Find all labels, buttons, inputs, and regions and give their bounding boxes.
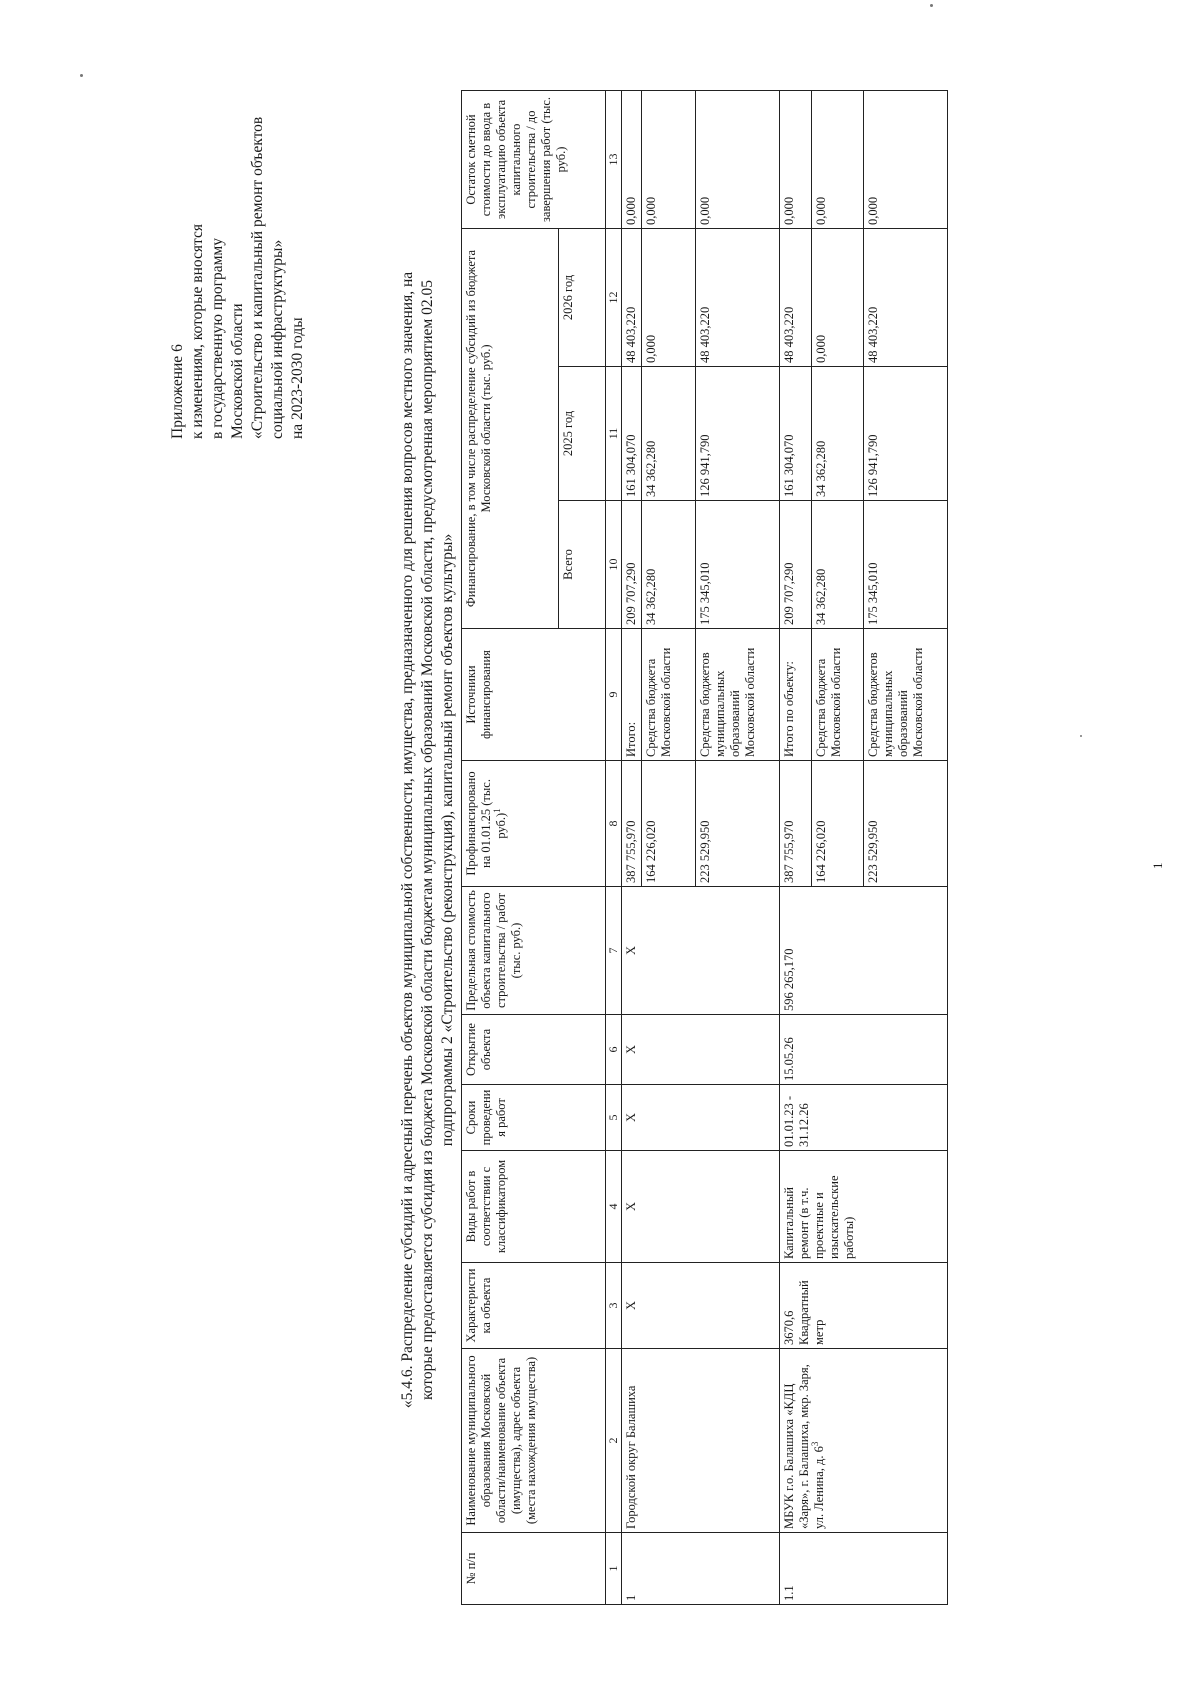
header-sources: Источники финансирования (462, 629, 606, 761)
appendix-block (168, 0, 308, 439)
header-financed (462, 761, 606, 887)
section-heading: «5.4.6. Распределение субсидий и адресный перечень объектов муниципальной собственности, имущества, предназначенного для решения вопросов местного значения, на которые предоставляется субсидия из бюджета Московской области бюджетам муниципальных образований Московской области, предусмотренная мероприятием 02.05 подпрограммы 2 «Строительство (реконструкция), капитальный ремонт объектов культуры» (399, 271, 456, 1409)
y2025-cell: 126 941,790 (696, 367, 780, 501)
footnote-mark: 1 (491, 808, 502, 813)
y2026-cell: 0,000 (812, 229, 864, 367)
appendix-line: в государственную программу (209, 238, 226, 439)
column-number: 3 (606, 1263, 622, 1349)
subsidy-table (461, 90, 948, 1605)
y2026-cell: 48 403,220 (780, 229, 812, 367)
y2026-cell: 48 403,220 (696, 229, 780, 367)
source-cell: Итого по объекту: (780, 629, 812, 761)
header-work-types: Виды работ в соответствии с классификатором (462, 1151, 606, 1263)
total-cell: 34 362,280 (812, 501, 864, 629)
row-number: 1.1 (780, 1533, 948, 1605)
column-number: 11 (606, 367, 622, 501)
remaining-cell: 0,000 (864, 91, 948, 229)
header-2025: 2025 год (559, 367, 606, 501)
column-number: 1 (606, 1533, 622, 1605)
appendix-line: «Строительство и капитальный ремонт объектов (249, 116, 266, 439)
appendix-line: социальной инфраструктуры» (269, 239, 286, 439)
financed-cell: 223 529,950 (864, 761, 948, 887)
column-number: 9 (606, 629, 622, 761)
total-cell: 34 362,280 (642, 501, 696, 629)
y2025-cell: 34 362,280 (812, 367, 864, 501)
opening-cell: Х (622, 1015, 780, 1085)
object-name (780, 1349, 948, 1533)
table-row (622, 91, 642, 1605)
financed-cell: 164 226,020 (812, 761, 864, 887)
y2025-cell: 161 304,070 (622, 367, 642, 501)
total-cell: 175 345,010 (864, 501, 948, 629)
work-types-cell: Х (622, 1151, 780, 1263)
header-terms: Сроки проведения работ (462, 1085, 606, 1151)
header-characteristic: Характеристика объекта (462, 1263, 606, 1349)
header-limit-cost: Предельная стоимость объекта капитального строительства / работ (тыс. руб.) (462, 887, 606, 1015)
characteristic-cell (780, 1263, 948, 1349)
source-cell: Средства бюджета Московской области (642, 629, 696, 761)
header-number: № п/п (462, 1533, 606, 1605)
work-types-cell: Капитальный ремонт (в т.ч. проектные и изыскательские работы) (780, 1151, 948, 1263)
remaining-cell: 0,000 (696, 91, 780, 229)
column-number: 8 (606, 761, 622, 887)
appendix-line: Приложение 6 (169, 344, 186, 439)
object-name-text: МБУК г.о. Балашиха «КДЦ «Заря», г. Балашиха, мкр. Заря, ул. Ленина, д. 6 (782, 1364, 826, 1529)
row-number: 1 (622, 1533, 780, 1605)
y2025-cell: 126 941,790 (864, 367, 948, 501)
total-cell: 175 345,010 (696, 501, 780, 629)
scan-speck (930, 4, 933, 7)
financed-cell: 387 755,970 (780, 761, 812, 887)
header-remaining-cost: Остаток сметной стоимости до ввода в эксплуатацию объекта капитального строительства / до завершения работ (тыс. руб.) (462, 91, 606, 229)
header-total: Всего (559, 501, 606, 629)
source-cell: Итого: (622, 629, 642, 761)
source-cell: Средства бюджетов муниципальных образований Московской области (864, 629, 948, 761)
appendix-line: на 2023-2030 годы (289, 317, 306, 439)
limit-cost-cell: 596 265,170 (780, 887, 948, 1015)
column-number-row (606, 91, 622, 1605)
y2026-cell: 48 403,220 (864, 229, 948, 367)
column-number: 12 (606, 229, 622, 367)
table-row (780, 91, 812, 1605)
municipality-name: Городской округ Балашиха (622, 1349, 780, 1533)
column-number: 6 (606, 1015, 622, 1085)
header-2026: 2026 год (559, 229, 606, 367)
source-cell: Средства бюджетов муниципальных образований Московской области (696, 629, 780, 761)
page-number: 1 (1150, 862, 1165, 869)
terms-cell: Х (622, 1085, 780, 1151)
characteristic-value: 3670,6 (782, 1310, 796, 1345)
characteristic-unit: Квадратный метр (797, 1280, 826, 1345)
header-financing-group: Финансирование, в том числе распределение субсидий из бюджета Московской области (тыс. руб.) (462, 229, 559, 629)
column-number: 13 (606, 91, 622, 229)
footnote-mark: 3 (809, 1441, 820, 1447)
column-number: 10 (606, 501, 622, 629)
header-name: Наименование муниципального образования Московской области/наименование объекта (имущества), адрес объекта (места нахождения имущества) (462, 1349, 606, 1533)
remaining-cell: 0,000 (812, 91, 864, 229)
scan-speck (1080, 735, 1082, 737)
column-number: 7 (606, 887, 622, 1015)
column-number: 2 (606, 1349, 622, 1533)
limit-cost-cell: Х (622, 887, 780, 1015)
y2025-cell: 161 304,070 (780, 367, 812, 501)
total-cell: 209 707,290 (622, 501, 642, 629)
opening-cell: 15.05.26 (780, 1015, 948, 1085)
characteristic-cell: Х (622, 1263, 780, 1349)
remaining-cell: 0,000 (642, 91, 696, 229)
appendix-line: к изменениям, которые вносятся (189, 223, 206, 439)
remaining-cell: 0,000 (622, 91, 642, 229)
remaining-cell: 0,000 (780, 91, 812, 229)
y2026-cell: 0,000 (642, 229, 696, 367)
scan-speck (80, 74, 83, 77)
financed-cell: 387 755,970 (622, 761, 642, 887)
column-number: 4 (606, 1151, 622, 1263)
financed-cell: 164 226,020 (642, 761, 696, 887)
header-opening: Открытие объекта (462, 1015, 606, 1085)
source-cell: Средства бюджета Московской области (812, 629, 864, 761)
financed-cell: 223 529,950 (696, 761, 780, 887)
header-financed-text: Профинансировано на 01.01.25 (тыс. руб.) (464, 771, 508, 876)
terms-cell: 01.01.23 - 31.12.26 (780, 1085, 948, 1151)
y2025-cell: 34 362,280 (642, 367, 696, 501)
column-number: 5 (606, 1085, 622, 1151)
appendix-line: Московской области (229, 303, 246, 439)
total-cell: 209 707,290 (780, 501, 812, 629)
y2026-cell: 48 403,220 (622, 229, 642, 367)
